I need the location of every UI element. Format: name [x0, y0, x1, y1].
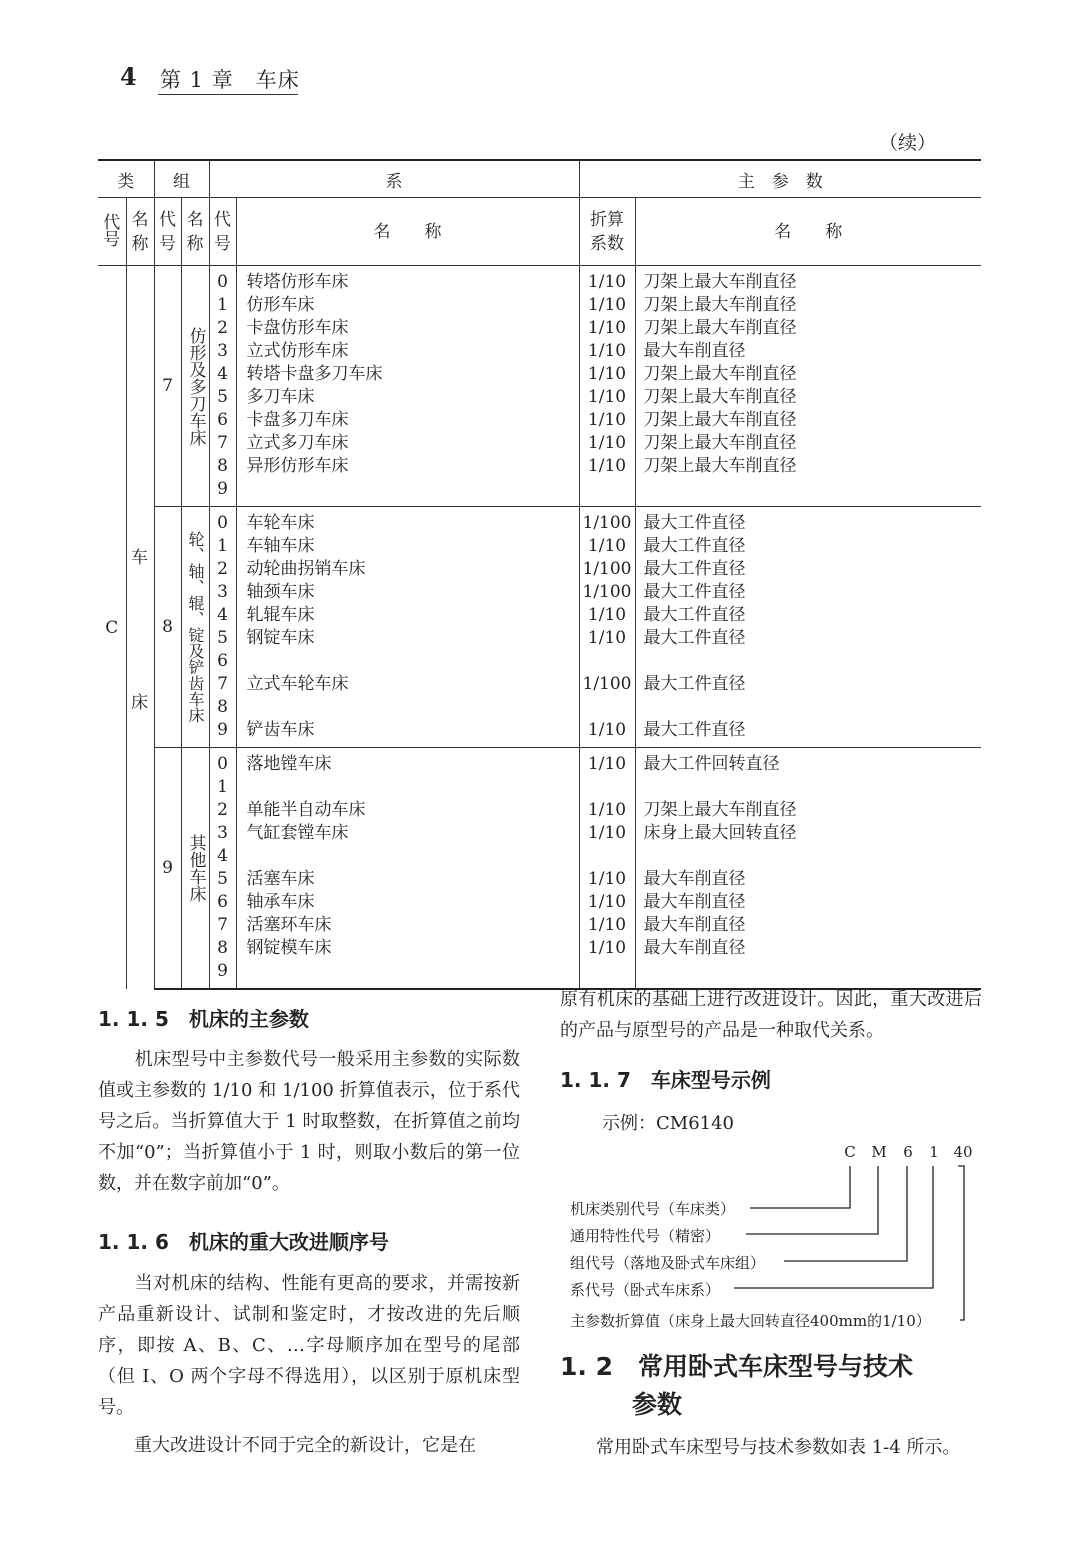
sub-code-series: 代号	[209, 198, 236, 266]
table-header-row	[98, 160, 981, 198]
group-code: 9	[154, 748, 181, 990]
section-1-1-6-title: 1. 1. 6 机床的重大改进顺序号	[98, 1230, 389, 1254]
label-group-code: 组代号（落地及卧式车床组）	[570, 1254, 766, 1272]
label-series-code: 系代号（卧式车床系）	[570, 1281, 721, 1299]
group-row-9	[98, 748, 981, 990]
section-1-2-body: 常用卧式车床型号与技术参数如表 1-4 所示。	[560, 1437, 961, 1458]
series-codes: 0 1 2 3 4 5 6 7 8 9	[209, 748, 236, 990]
leader-line-6	[784, 1166, 907, 1261]
group-code: 7	[154, 266, 181, 507]
series-codes: 0 1 2 3 4 5 6 7 8 9	[209, 507, 236, 748]
continued-label: （续）	[878, 132, 936, 154]
chapter-underline	[158, 94, 298, 95]
series-ratios: 1/10 1/10 1/10 1/10 1/10 1/10 1/10 1/10 1/10	[579, 266, 635, 507]
series-ratios: 1/10 1/10 1/10 1/10 1/10 1/10 1/10	[579, 748, 635, 990]
leader-line-m	[746, 1166, 878, 1234]
header-class: 类	[98, 160, 154, 198]
class-code: C	[105, 617, 119, 638]
section-1-2-title-line1: 1. 2 常用卧式车床型号与技术	[560, 1352, 913, 1381]
class-name	[126, 266, 154, 990]
code-part-6: 6	[903, 1143, 913, 1161]
header-main-param: 主 参 数	[579, 160, 981, 198]
section-1-1-6-body-continued: 重大改进设计不同于完全的新设计，它是在	[98, 1435, 476, 1456]
header-group: 组	[154, 160, 209, 198]
series-ratios: 1/100 1/10 1/100 1/100 1/10 1/10 1/100 1/10	[579, 507, 635, 748]
section-1-1-5-title: 1. 1. 5 机床的主参数	[98, 1007, 309, 1031]
example-label: 示例：CM6140	[602, 1113, 735, 1134]
page-number: 4	[120, 62, 137, 91]
right-column-continuation: 原有机床的基础上进行改进设计。因此，重大改进后的产品与原型号的产品是一种取代关系。	[560, 989, 982, 1041]
group-name: 轮、轴、辊、锭及铲齿车床	[181, 507, 209, 748]
label-main-param: 主参数折算值（床身上最大回转直径400mm的1/10）	[570, 1312, 931, 1330]
lathe-classification-table	[98, 159, 981, 990]
code-part-40: 40	[953, 1143, 973, 1161]
leader-line-c	[750, 1166, 850, 1208]
series-names: 落地镗车床 单能半自动车床 气缸套镗车床 活塞车床 轴承车床 活塞环车床 钢锭模车床	[236, 748, 579, 990]
header-series: 系	[209, 160, 579, 198]
code-part-m: M	[871, 1143, 887, 1161]
chapter-title: 第 1 章 车床	[160, 68, 300, 92]
sub-code-class: 代号	[98, 198, 126, 266]
param-names: 最大工件回转直径 刀架上最大车削直径 床身上最大回转直径 最大车削直径 最大车削直径 最大车削直径 最大车削直径	[635, 748, 981, 990]
group-name: 仿形及多刀车床	[181, 266, 209, 507]
series-codes: 0 1 2 3 4 5 6 7 8 9	[209, 266, 236, 507]
model-code-leader-lines	[560, 1160, 980, 1335]
label-class-code: 机床类别代号（车床类）	[570, 1200, 736, 1218]
group-row-8	[98, 507, 981, 748]
code-part-1: 1	[929, 1143, 939, 1161]
section-1-2-title-line2: 参数	[632, 1390, 683, 1419]
section-1-1-7-title: 1. 1. 7 车床型号示例	[560, 1068, 771, 1092]
class-name-char: 床	[131, 692, 148, 713]
series-names: 转塔仿形车床 仿形车床 卡盘仿形车床 立式仿形车床 转塔卡盘多刀车床 多刀车床 卡盘多刀车床 立式多刀车床 异形仿形车床	[236, 266, 579, 507]
section-1-1-5-body: 机床型号中主参数代号一般采用主参数的实际数值或主参数的 1/10 和 1/100 折算值表示，位于系代号之后。当折算值大于 1 时取整数，在折算值之前均不加“0”；当折算值小于 1 时，则取小数后的第一位数，并在数字前加“0”。	[98, 1049, 520, 1194]
param-names: 刀架上最大车削直径 刀架上最大车削直径 刀架上最大车削直径 最大车削直径 刀架上最大车削直径 刀架上最大车削直径 刀架上最大车削直径 刀架上最大车削直径 刀架上最大车削直径	[635, 266, 981, 507]
group-row-7	[98, 266, 981, 507]
leader-line-40	[958, 1166, 964, 1320]
sub-param-name: 名 称	[635, 198, 981, 266]
label-feature-code: 通用特性代号（精密）	[570, 1227, 721, 1245]
code-part-c: C	[844, 1143, 856, 1161]
sub-code-group: 代号	[154, 198, 181, 266]
group-name: 其他车床	[181, 748, 209, 990]
sub-name-class: 名称	[126, 198, 154, 266]
table-subheader-row	[98, 198, 981, 266]
section-1-1-6-body: 当对机床的结构、性能有更高的要求，并需按新产品重新设计、试制和鉴定时，才按改进的先后顺序，即按 A、B、C、…字母顺序加在型号的尾部（但 I、O 两个字母不得选用），以区别于原机床型号。	[98, 1273, 520, 1418]
series-names: 车轮车床 车轴车床 动轮曲拐销车床 轴颈车床 轧辊车床 钢锭车床 立式车轮车床 铲齿车床	[236, 507, 579, 748]
sub-name-series: 名 称	[236, 198, 579, 266]
sub-name-group: 名称	[181, 198, 209, 266]
group-code: 8	[154, 507, 181, 748]
param-names: 最大工件直径 最大工件直径 最大工件直径 最大工件直径 最大工件直径 最大工件直径 最大工件直径 最大工件直径	[635, 507, 981, 748]
class-name-char: 车	[131, 547, 148, 568]
sub-ratio: 折算系数	[579, 198, 635, 266]
